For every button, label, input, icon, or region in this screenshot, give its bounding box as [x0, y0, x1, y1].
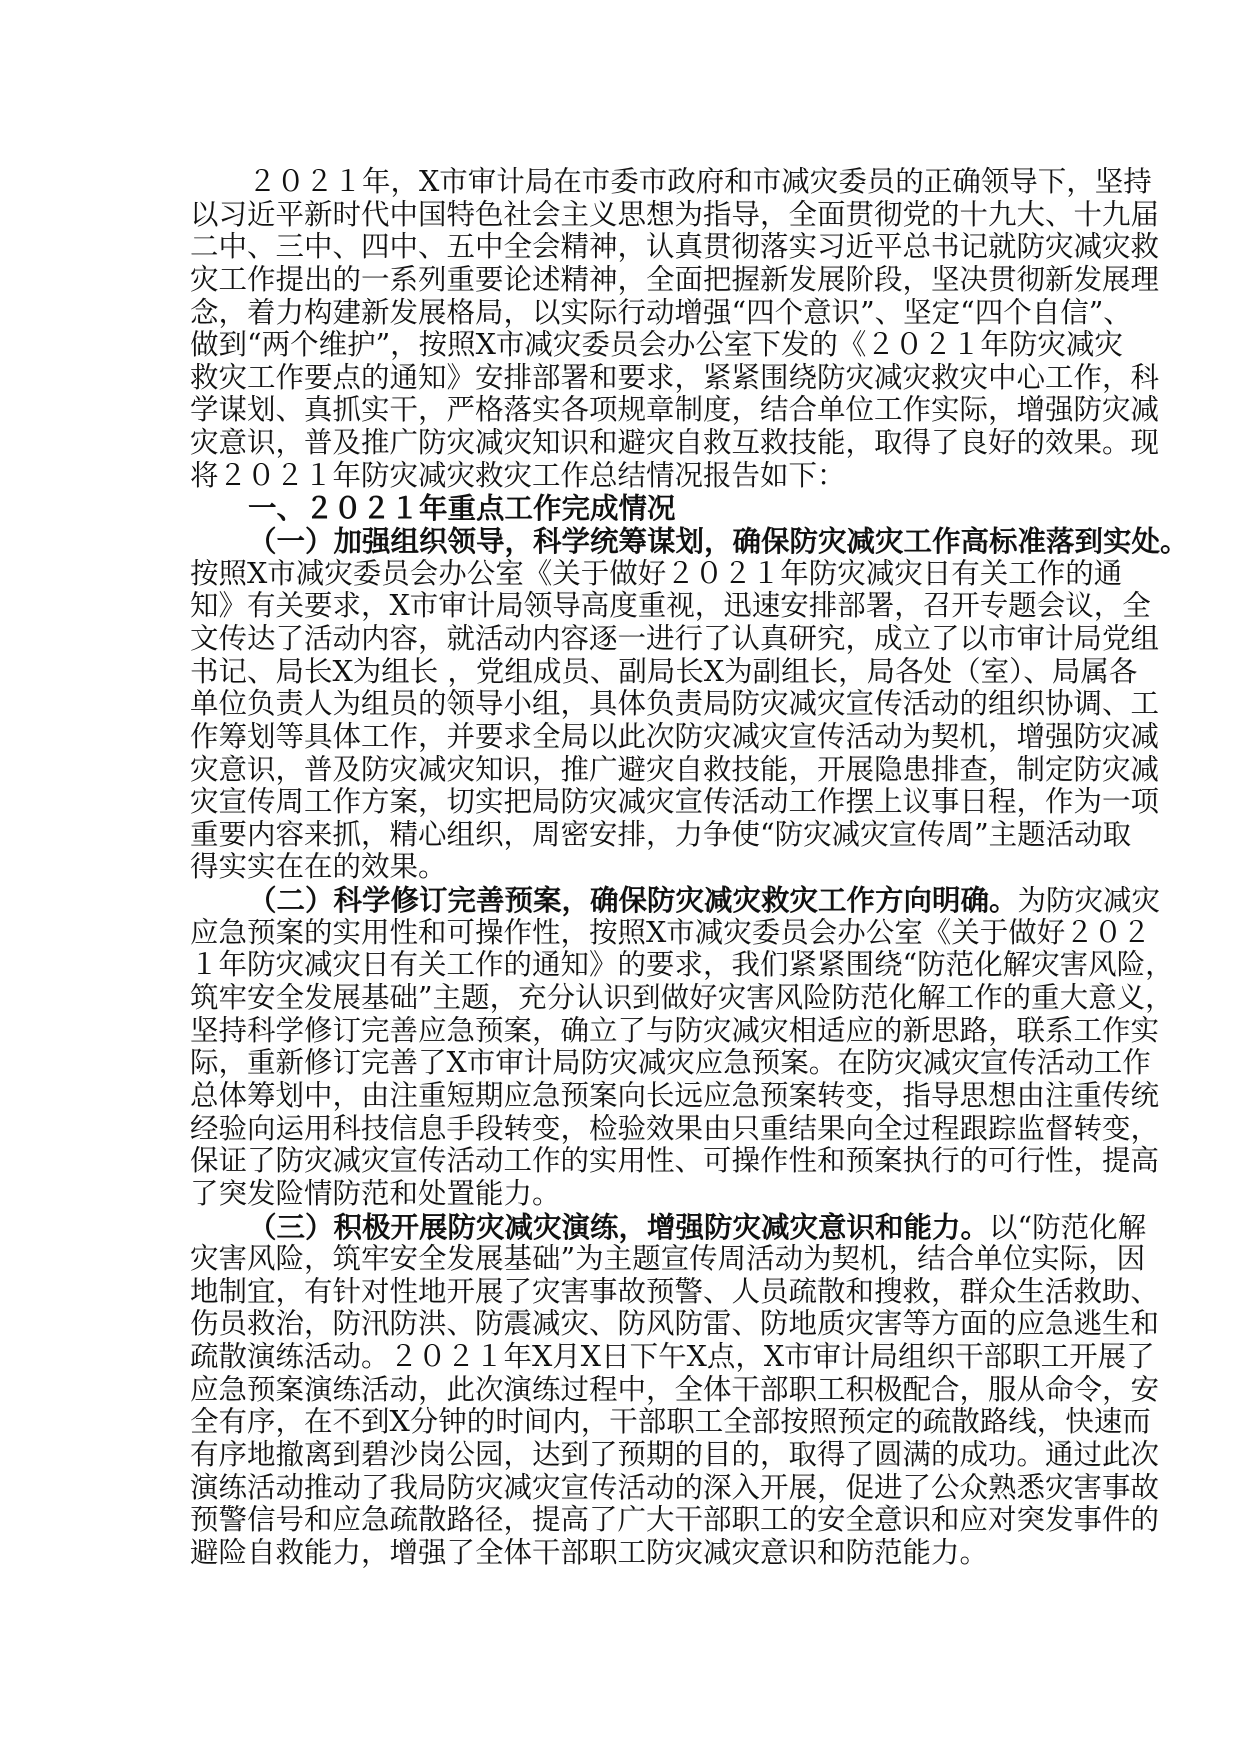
text-line: 有序地撤离到碧沙岗公园，达到了预期的目的，取得了圆满的成功。通过此次 — [190, 1437, 1160, 1471]
text-line: 伤员救治，防汛防洪、防震减灾、防风防雷、防地质灾害等方面的应急逃生和 — [190, 1307, 1160, 1341]
text-line: 疏散演练活动。２０２１年X月X日下午X点，X市审计局组织干部职工开展了 — [190, 1340, 1155, 1374]
text-line: 坚持科学修订完善应急预案，确立了与防灾减灾相适应的新思路，联系工作实 — [190, 1013, 1160, 1047]
text-line: 保证了防灾减灾宣传活动工作的实用性、可操作性和预案执行的可行性，提高 — [190, 1144, 1160, 1178]
subsection-3 — [190, 1209, 1160, 1570]
subsection-heading-line — [190, 883, 1161, 918]
text-line: 书记、局长X为组长 ，党组成员、副局长X为副组长，局各处（室）、局属各 — [190, 654, 1138, 688]
subsection-heading: （一）加强组织领导，科学统筹谋划，确保防灾减灾工作高标准落到实处。 — [248, 524, 1189, 559]
text-line: 全有序，在不到X分钟的时间内，干部职工全部按照预定的疏散路线，快速而 — [190, 1405, 1151, 1439]
subsection-2 — [190, 883, 1174, 1210]
intro-paragraph — [190, 165, 1160, 492]
text-line: 灾工作提出的一系列重要论述精神，全面把握新发展阶段，坚决贯彻新发展理 — [190, 262, 1160, 296]
heading-tail-text: 为防灾减灾 — [1017, 884, 1161, 918]
text-line: 念，着力构建新发展格局，以实际行动增强“四个意识”、坚定“四个自信”、 — [190, 295, 1132, 329]
text-line: 灾宣传周工作方案，切实把局防灾减灾宣传活动工作摆上议事日程，作为一项 — [190, 785, 1160, 819]
text-line: 灾意识，普及推广防灾减灾知识和避灾自救互救技能，取得了良好的效果。现 — [190, 426, 1160, 460]
section-heading: 一、２０２１年重点工作完成情况 — [248, 491, 676, 526]
text-line: 以习近平新时代中国特色社会主义思想为指导，全面贯彻党的十九大、十九届 — [190, 197, 1160, 231]
text-line: 作筹划等具体工作，并要求全局以此次防灾减灾宣传活动为契机，增强防灾减 — [190, 719, 1160, 753]
text-line: 际，重新修订完善了X市审计局防灾减灾应急预案。在防灾减灾宣传活动工作 — [190, 1046, 1151, 1080]
text-line: 总体筹划中，由注重短期应急预案向长远应急预案转变，指导思想由注重传统 — [190, 1078, 1160, 1112]
text-line: 灾意识，普及防灾减灾知识，推广避灾自救技能，开展隐患排查，制定防灾减 — [190, 752, 1160, 786]
text-line: 避险自救能力，增强了全体干部职工防灾减灾意识和防范能力。 — [190, 1535, 989, 1569]
text-line: 知》有关要求，X市审计局领导高度重视，迅速安排部署，召开专题会议，全 — [190, 589, 1151, 623]
subsection-heading-line — [190, 1209, 1147, 1244]
text-line: 灾害风险，筑牢安全发展基础”为主题宣传周活动为契机，结合单位实际，因 — [190, 1242, 1146, 1276]
text-line: １年防灾减灾日有关工作的通知》的要求，我们紧紧围绕“防范化解灾害风险， — [190, 948, 1174, 982]
text-line: 文传达了活动内容，就活动内容逐一进行了认真研究，成立了以市审计局党组 — [190, 621, 1160, 655]
text-line: 得实实在在的效果。 — [190, 850, 447, 884]
text-line: 应急预案演练活动，此次演练过程中，全体干部职工积极配合，服从命令，安 — [190, 1372, 1160, 1406]
text-line: 预警信号和应急疏散路径，提高了广大干部职工的安全意识和应对突发事件的 — [190, 1503, 1160, 1537]
document-page — [190, 165, 1189, 1570]
subsection-heading: （二）科学修订完善预案，确保防灾减灾救灾工作方向明确。 — [248, 883, 1018, 918]
text-line: 做到“两个维护”，按照X市减灾委员会办公室下发的《２０２１年防灾减灾 — [190, 328, 1123, 362]
text-line: 了突发险情防范和处置能力。 — [190, 1176, 561, 1210]
subsection-1 — [190, 524, 1189, 884]
text-line: 救灾工作要点的通知》安排部署和要求，紧紧围绕防灾减灾救灾中心工作，科 — [190, 360, 1160, 394]
text-line: 将２０２１年防灾减灾救灾工作总结情况报告如下： — [190, 458, 846, 492]
subsection-heading: （三）积极开展防灾减灾演练，增强防灾减灾意识和能力。 — [248, 1209, 990, 1244]
text-line: 重要内容来抓，精心组织，周密安排，力争使“防灾减灾宣传周”主题活动取 — [190, 817, 1132, 851]
text-line: 按照X市减灾委员会办公室《关于做好２０２１年防灾减灾日有关工作的通 — [190, 556, 1123, 590]
text-line: 经验向运用科技信息手段转变，检验效果由只重结果向全过程跟踪监督转变， — [190, 1111, 1160, 1145]
text-line: ２０２１年，X市审计局在市委市政府和市减灾委员的正确领导下，坚持 — [248, 165, 1152, 198]
text-line: 学谋划、真抓实干，严格落实各项规章制度，结合单位工作实际，增强防灾减 — [190, 393, 1160, 427]
text-line: 单位负责人为组员的领导小组，具体负责局防灾减灾宣传活动的组织协调、工 — [190, 687, 1160, 721]
text-line: 地制宜，有针对性地开展了灾害事故预警、人员疏散和搜救，群众生活救助、 — [190, 1274, 1160, 1308]
heading-tail-text: 以“防范化解 — [989, 1210, 1147, 1244]
text-line: 演练活动推动了我局防灾减灾宣传活动的深入开展，促进了公众熟悉灾害事故 — [190, 1470, 1160, 1504]
text-line: 应急预案的实用性和可操作性，按照X市减灾委员会办公室《关于做好２０２ — [190, 915, 1151, 949]
text-line: 筑牢安全发展基础”主题，充分认识到做好灾害风险防范化解工作的重大意义， — [190, 981, 1174, 1015]
text-line: 二中、三中、四中、五中全会精神，认真贯彻落实习近平总书记就防灾减灾救 — [190, 230, 1160, 264]
